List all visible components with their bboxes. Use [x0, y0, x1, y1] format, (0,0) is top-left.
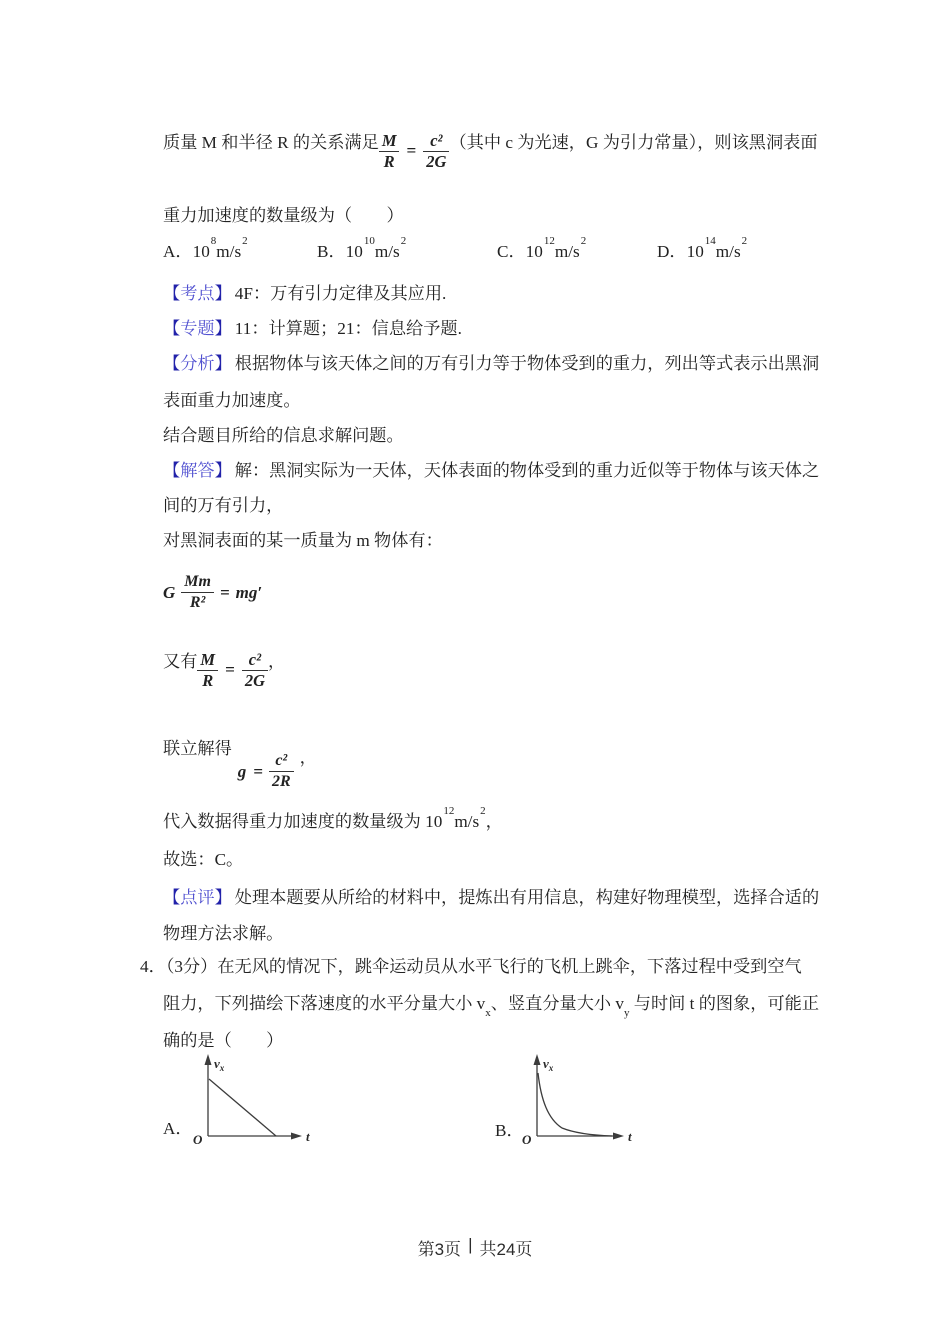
section-fenxi-line1: 【分析】 根据物体与该天体之间的万有引力等于物体受到的重力，列出等式表示出黑洞 [163, 354, 820, 373]
vx-linear-curve [209, 1079, 276, 1136]
tag-kaodian: 【考点】 [163, 284, 232, 303]
formula-g-symbol: g [237, 761, 247, 781]
q4-line2: 阻力，下列描绘下落速度的水平分量大小 $v_x$、竖直分量大小 $v_y$ 与时间 t 的图象，可能正 [163, 994, 820, 1020]
q4-number: 4． [140, 957, 166, 976]
section-dianping-line2: 物理方法求解。 [163, 924, 284, 943]
y-axis-arrow [534, 1054, 541, 1065]
section-fenxi-line3: 结合题目所给的信息求解问题。 [163, 426, 404, 445]
fraction-c2-over-2R: $\frac{\text{c²}}{2R}$ [269, 751, 294, 792]
x-axis-arrow [291, 1133, 302, 1140]
formula-mr-lead: 又有 [163, 652, 198, 671]
fraction-c2-over-2G: $\frac{\text{c²}}{2G}$ [423, 131, 449, 172]
q4-line3: 确的是（ ） [163, 1031, 284, 1050]
section-dianping-line1: 【点评】 处理本题要从所给的材料中，提炼出有用信息，构建好物理模型，选择合适的 [163, 888, 820, 907]
q3-intro-pre: 质量 M 和半径 R 的关系满足 [163, 133, 379, 152]
equals-sign: = [253, 761, 263, 781]
answer-line: 故选：C。 [163, 850, 244, 869]
fraction-M-over-R: $\frac{M}{R}$ [379, 131, 400, 172]
footer-page-number: 第3页 [417, 1240, 462, 1259]
graph-b [522, 1052, 647, 1147]
tag-zhuanti: 【专题】 [163, 319, 232, 338]
graph-b-option-label: B． [495, 1121, 524, 1140]
x-axis-label: t [628, 1129, 632, 1144]
y-axis-label: $v_x$ [543, 1056, 554, 1073]
section-kaodian: 【考点】 4F：万有引力定律及其应用. [163, 284, 447, 303]
y-axis-label: $v_x$ [214, 1056, 225, 1073]
fraction-c2-over-2G: $\frac{\text{c²}}{2G}$ [242, 650, 268, 691]
option-a: A．$10^8m/s^2$ [163, 235, 248, 261]
q4-line1: 4．（3分）在无风的情况下，跳伞运动员从水平飞行的飞机上跳伞，下落过程中受到空气 [140, 957, 802, 976]
option-d: D．$10^{14}m/s^2$ [657, 235, 748, 261]
formula-gravitation [163, 572, 843, 613]
section-fenxi-line2: 表面重力加速度。 [163, 391, 301, 410]
option-c: C．$10^{12}m/s^2$ [497, 235, 587, 261]
y-axis-arrow [205, 1054, 212, 1065]
tag-jieda: 【解答】 [163, 461, 232, 480]
formula-g-lead: 联立解得 [163, 739, 232, 758]
tag-fenxi: 【分析】 [163, 354, 232, 373]
section-jieda-line1: 【解答】 解：黑洞实际为一天体，天体表面的物体受到的重力近似等于物体与该天体之 [163, 461, 820, 480]
graph-a [192, 1052, 327, 1147]
graph-a-option-label: A． [163, 1119, 193, 1138]
option-b: B．$10^{10}m/s^2$ [317, 235, 407, 261]
formula-G: G [163, 582, 176, 602]
x-axis-arrow [613, 1133, 624, 1140]
section-jieda-line3: 对黑洞表面的某一质量为 m 物体有： [163, 531, 443, 550]
q3-intro-line1 [163, 131, 843, 172]
section-jieda-line2: 间的万有引力， [163, 496, 284, 515]
origin-label: O [522, 1132, 532, 1147]
footer-total-pages: 共24页 [479, 1240, 533, 1259]
fraction-M-over-R: $\frac{M}{R}$ [197, 650, 218, 691]
comma: ， [268, 652, 286, 671]
origin-label: O [193, 1132, 203, 1147]
formula-g-line [163, 737, 843, 792]
section-zhuanti: 【专题】 11：计算题；21：信息给予题. [163, 319, 462, 338]
formula-mr-line [163, 650, 843, 691]
equals-sign: = [225, 660, 235, 679]
fraction-Mm-over-R2: $\frac{Mm}{\text{R²}}$ [181, 572, 214, 613]
equals-sign: = [406, 141, 417, 160]
equals-sign: = [219, 582, 230, 602]
conclusion-line: 代入数据得重力加速度的数量级为 $10^{12}m/s^2$， [163, 805, 503, 831]
formula-mg-prime: mg′ [235, 582, 263, 602]
page-footer [0, 1235, 950, 1260]
tag-dianping: 【点评】 [163, 888, 232, 907]
vx-decay-curve [538, 1073, 612, 1136]
x-axis-label: t [306, 1129, 310, 1144]
footer-separator: | [468, 1235, 473, 1254]
q3-intro-post: （其中 c 为光速，G 为引力常量），则该黑洞表面 [449, 133, 818, 152]
comma: ， [299, 747, 317, 767]
q3-intro-line2: 重力加速度的数量级为（ ） [163, 206, 404, 225]
